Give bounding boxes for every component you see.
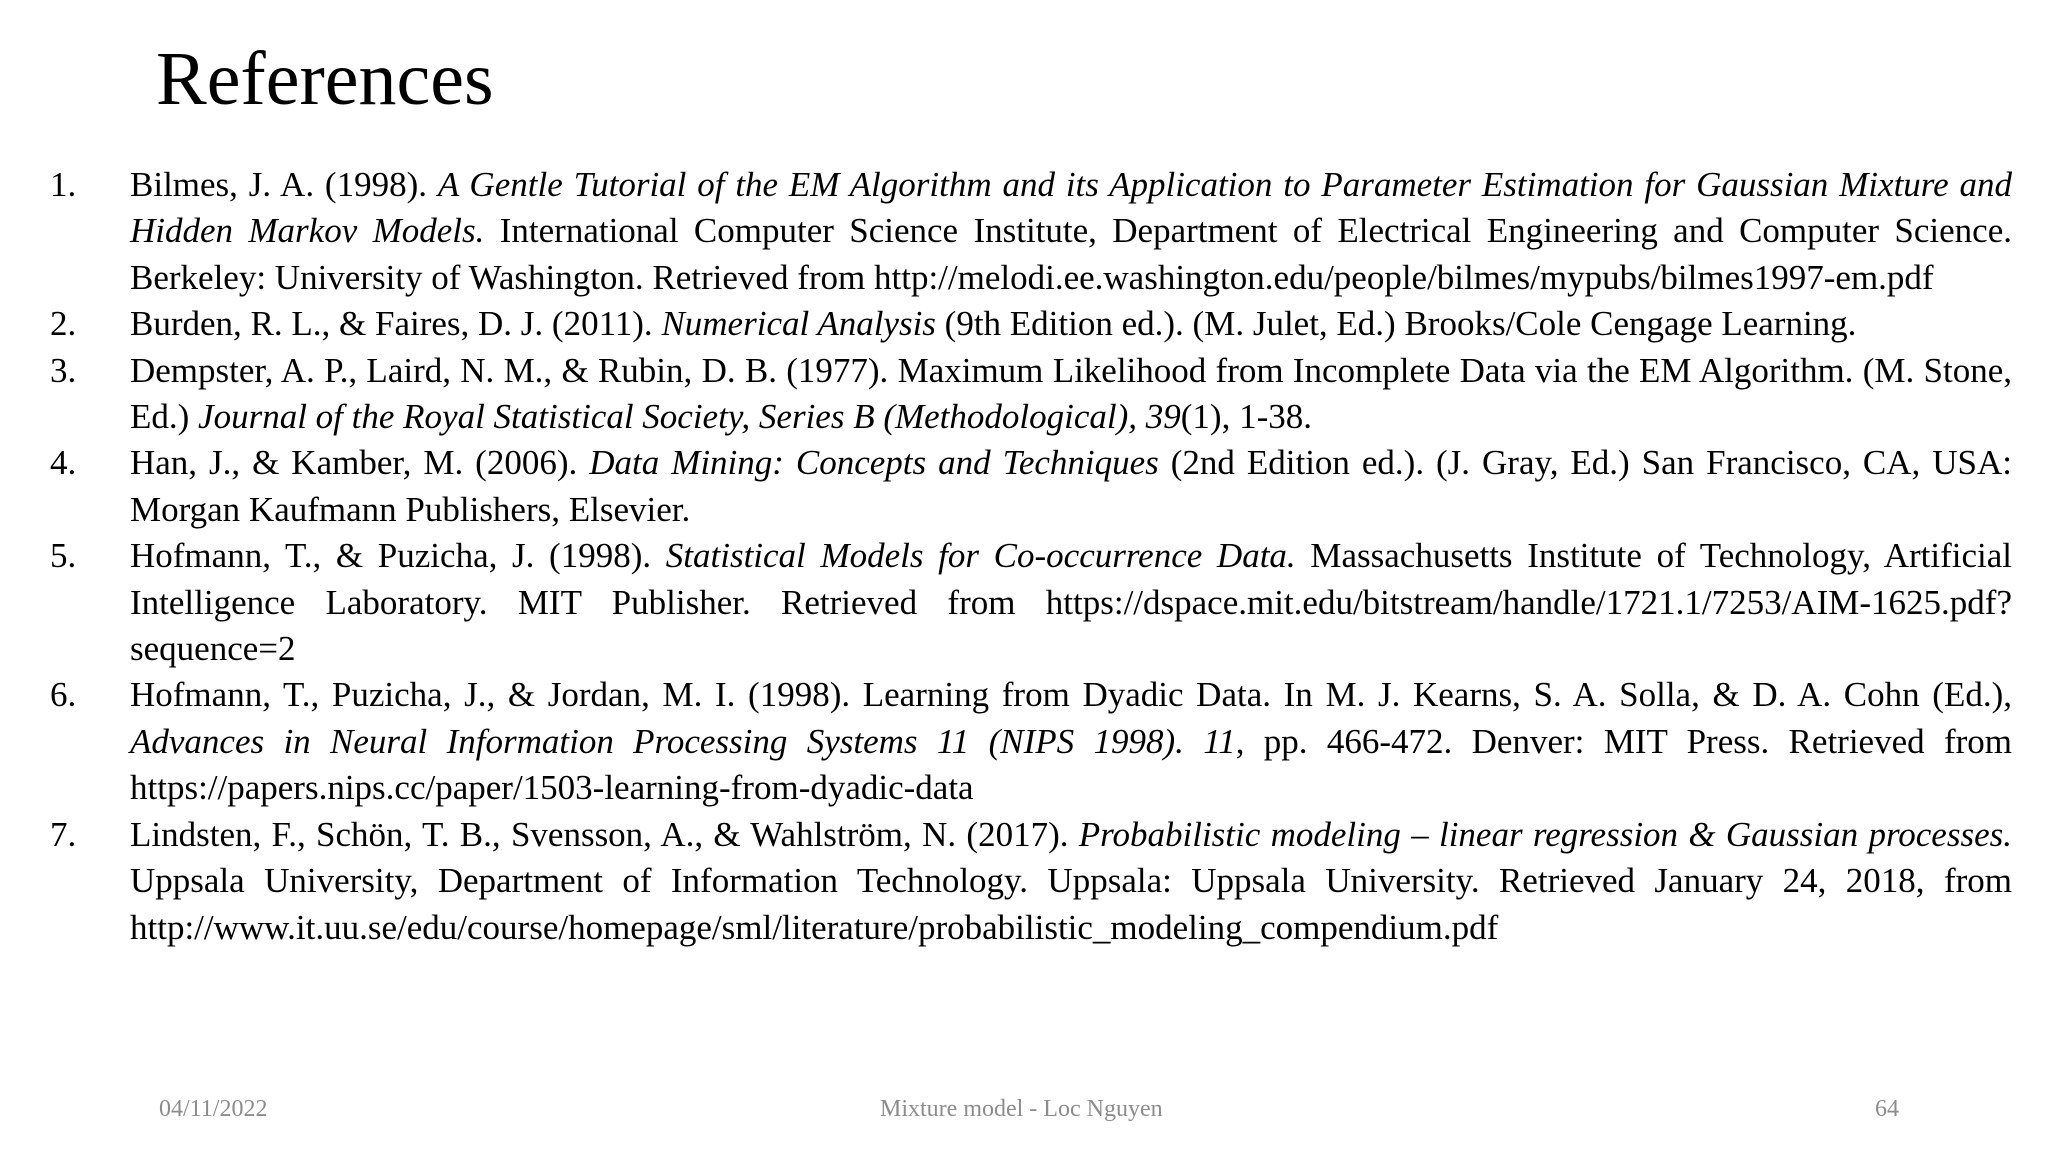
reference-text <box>130 162 2012 301</box>
reference-title: Advances in Neural Information Processing Systems 11 (NIPS 1998). 11 <box>130 721 1236 761</box>
reference-text <box>130 440 2012 533</box>
reference-item <box>48 812 2014 951</box>
reference-text <box>130 672 2012 811</box>
reference-number: 2. <box>50 304 77 344</box>
reference-number: 4. <box>50 443 77 483</box>
reference-item <box>48 348 2014 441</box>
reference-item <box>48 162 2014 301</box>
reference-text <box>130 301 2012 347</box>
reference-authors: Han, J., & Kamber, M. (2006). <box>130 443 590 483</box>
footer-title: Mixture model - Loc Nguyen <box>880 1096 1163 1122</box>
reference-publisher: International Computer Science Institute, Department of Electrical Engineering and Computer Science. Berkeley: University of Washington. Retrieved from http://melodi.ee.washington.edu/people/bilmes/mypubs/bilmes1997-em.pdf <box>130 211 2012 297</box>
reference-title: Numerical Analysis <box>661 304 936 344</box>
reference-text <box>130 533 2012 672</box>
reference-item <box>48 440 2014 533</box>
reference-title: A Gentle Tutorial of the EM Algorithm and its Application to Parameter Estimation for Gaussian Mixture and Hidden Markov Models. <box>130 165 2012 251</box>
reference-publisher: (9th Edition ed.). (M. Julet, Ed.) Brooks/Cole Cengage Learning. <box>935 304 1857 344</box>
reference-item <box>48 533 2014 672</box>
reference-authors: Burden, R. L., & Faires, D. J. (2011). <box>130 304 662 344</box>
reference-publisher: Massachusetts Institute of Technology, Artificial Intelligence Laboratory. MIT Publisher. Retrieved from https://dspace.mit.edu/bitstream/handle/1721.1/7253/AIM-1625.pdf?sequence=2 <box>130 536 2012 669</box>
reference-publisher: , pp. 466-472. Denver: MIT Press. Retrieved from https://papers.nips.cc/paper/1503-learning-from-dyadic-data <box>130 721 2012 808</box>
page-number: 64 <box>1875 1096 1899 1122</box>
reference-item <box>48 672 2014 811</box>
reference-authors: Hofmann, T., Puzicha, J., & Jordan, M. I. (1998). Learning from Dyadic Data. In M. J. Kearns, S. A. Solla, & D. A. Cohn (Ed.), <box>130 675 2012 715</box>
reference-number: 3. <box>50 350 77 390</box>
reference-list <box>48 162 2014 951</box>
reference-number: 1. <box>50 165 77 204</box>
reference-item <box>48 301 2014 347</box>
reference-text <box>130 348 2012 441</box>
reference-authors: Bilmes, J. A. (1998). <box>130 165 438 204</box>
reference-journal: Journal of the Royal Statistical Society, Series B (Methodological), 39 <box>198 397 1181 437</box>
slide-title: References <box>156 37 494 121</box>
reference-publisher: Uppsala University, Department of Information Technology. Uppsala: Uppsala University. Retrieved January 24, 2018, from http://www.it.uu.se/edu/course/homepage/sml/literature/probabilistic_modeling_compendium.pdf <box>130 861 2012 947</box>
reference-number: 7. <box>50 814 77 854</box>
reference-authors: Hofmann, T., & Puzicha, J. (1998). <box>130 536 666 576</box>
reference-number: 5. <box>50 536 77 576</box>
reference-publisher: (2nd Edition ed.). (J. Gray, Ed.) San Francisco, CA, USA: Morgan Kaufmann Publishers, Elsevier. <box>130 443 2012 529</box>
reference-text <box>130 812 2012 951</box>
reference-title: Probabilistic modeling – linear regression & Gaussian processes. <box>1078 814 2012 854</box>
reference-authors: Lindsten, F., Schön, T. B., Svensson, A., & Wahlström, N. (2017). <box>130 814 1079 854</box>
reference-authors: Dempster, A. P., Laird, N. M., & Rubin, D. B. (1977). Maximum Likelihood from Incomplete Data via the EM Algorithm. (M. Stone, Ed.) <box>130 350 2012 437</box>
footer-date: 04/11/2022 <box>159 1096 268 1122</box>
reference-title: Statistical Models for Co-occurrence Data. <box>665 536 1296 576</box>
reference-title: Data Mining: Concepts and Techniques <box>589 443 1159 483</box>
reference-pages: (1), 1-38. <box>1180 397 1312 437</box>
reference-number: 6. <box>50 675 77 715</box>
